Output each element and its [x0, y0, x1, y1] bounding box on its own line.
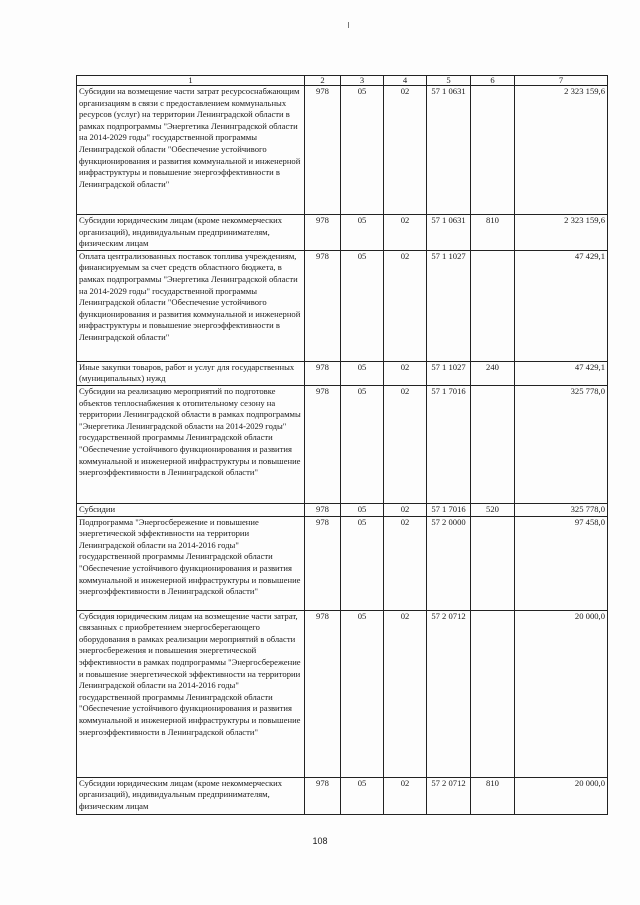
row-ministry-code: 978	[305, 777, 341, 814]
row-ministry-code: 978	[305, 215, 341, 251]
table-row	[77, 503, 608, 516]
row-expense-type	[471, 516, 515, 610]
budget-table	[76, 75, 608, 815]
row-section-code: 05	[341, 86, 384, 215]
row-amount: 325 778,0	[515, 503, 608, 516]
header-col-1: 1	[77, 76, 305, 86]
row-description: Иные закупки товаров, работ и услуг для государственных (муниципальных) нужд	[77, 361, 305, 385]
row-subsection-code: 02	[384, 361, 427, 385]
row-section-code: 05	[341, 385, 384, 503]
row-subsection-code: 02	[384, 516, 427, 610]
table-row	[77, 516, 608, 610]
row-ministry-code: 978	[305, 385, 341, 503]
row-subsection-code: 02	[384, 385, 427, 503]
row-target-code: 57 2 0712	[427, 610, 471, 777]
row-amount: 2 323 159,6	[515, 215, 608, 251]
header-col-2: 2	[305, 76, 341, 86]
row-description: Оплата централизованных поставок топлива учреждениям, финансируемым за счет средств областного бюджета, в рамках подпрограммы "Энергетика Ленинградской области на 2014-2029 годы" государственной программы Ленинградской области "Обеспечение устойчивого функционирования и развития коммунальной и инженерной инфраструктуры и повышение энергоэффективности в Ленинградской области"	[77, 250, 305, 361]
row-section-code: 05	[341, 361, 384, 385]
row-amount: 47 429,1	[515, 361, 608, 385]
row-description: Субсидия юридическим лицам на возмещение части затрат, связанных с приобретением энергосберегающего оборудования в рамках реализации мероприятий в области энергосбережения и повышения энергетической эффективности в рамках подпрограммы "Энергосбережение и повышение энергетической эффективности на территории Ленинградской области на 2014-2016 годы" государственной программы Ленинградской области "Обеспечение устойчивого функционирования и развития коммунальной и инженерной инфраструктуры и повышение энергоэффективности в Ленинградской области"	[77, 610, 305, 777]
row-section-code: 05	[341, 215, 384, 251]
row-subsection-code: 02	[384, 86, 427, 215]
row-ministry-code: 978	[305, 250, 341, 361]
row-target-code: 57 1 1027	[427, 361, 471, 385]
row-ministry-code: 978	[305, 516, 341, 610]
row-target-code: 57 2 0712	[427, 777, 471, 814]
table-row	[77, 777, 608, 814]
row-target-code: 57 2 0000	[427, 516, 471, 610]
header-col-6: 6	[471, 76, 515, 86]
row-section-code: 05	[341, 777, 384, 814]
row-description: Субсидии на возмещение части затрат ресурсоснабжающим организациям в связи с предоставлением коммунальных ресурсов (услуг) на территории Ленинградской области в рамках подпрограммы "Энергетика Ленинградской области на 2014-2029 годы" государственной программы Ленинградской области "Обеспечение устойчивого функционирования и развития коммунальной и инженерной инфраструктуры и повышение энергоэффективности в Ленинградской области"	[77, 86, 305, 215]
row-target-code: 57 1 0631	[427, 215, 471, 251]
row-target-code: 57 1 1027	[427, 250, 471, 361]
row-description: Субсидии юридическим лицам (кроме некоммерческих организаций), индивидуальным предпринимателям, физическим лицам	[77, 777, 305, 814]
row-amount: 97 458,0	[515, 516, 608, 610]
row-amount: 47 429,1	[515, 250, 608, 361]
row-expense-type: 520	[471, 503, 515, 516]
table-row	[77, 610, 608, 777]
header-row	[77, 76, 608, 86]
row-description: Подпрограмма "Энергосбережение и повышение энергетической эффективности на территории Ленинградской области на 2014-2016 годы" государственной программы Ленинградской области "Обеспечение устойчивого функционирования и развития коммунальной и инженерной инфраструктуры и повышение энергоэффективности в Ленинградской области"	[77, 516, 305, 610]
scan-mark	[348, 22, 349, 28]
row-ministry-code: 978	[305, 361, 341, 385]
row-description: Субсидии на реализацию мероприятий по подготовке объектов теплоснабжения к отопительному сезону на территории Ленинградской области в рамках подпрограммы "Энергетика Ленинградской области на 2014-2029 годы" государственной программы Ленинградской области "Обеспечение устойчивого функционирования и развития коммунальной и инженерной инфраструктуры и повышение энергоэффективности в Ленинградской области"	[77, 385, 305, 503]
row-expense-type	[471, 385, 515, 503]
row-expense-type: 810	[471, 215, 515, 251]
page-number: 108	[312, 836, 328, 846]
row-expense-type	[471, 86, 515, 215]
row-section-code: 05	[341, 610, 384, 777]
row-subsection-code: 02	[384, 503, 427, 516]
row-description: Субсидии юридическим лицам (кроме некоммерческих организаций), индивидуальным предпринимателям, физическим лицам	[77, 215, 305, 251]
row-ministry-code: 978	[305, 610, 341, 777]
row-section-code: 05	[341, 250, 384, 361]
header-col-3: 3	[341, 76, 384, 86]
row-target-code: 57 1 7016	[427, 385, 471, 503]
row-subsection-code: 02	[384, 777, 427, 814]
row-amount: 20 000,0	[515, 610, 608, 777]
table-row	[77, 250, 608, 361]
row-section-code: 05	[341, 503, 384, 516]
row-expense-type	[471, 610, 515, 777]
row-amount: 2 323 159,6	[515, 86, 608, 215]
row-description: Субсидии	[77, 503, 305, 516]
row-expense-type: 240	[471, 361, 515, 385]
header-col-5: 5	[427, 76, 471, 86]
row-target-code: 57 1 7016	[427, 503, 471, 516]
row-section-code: 05	[341, 516, 384, 610]
table-row	[77, 86, 608, 215]
table-row	[77, 385, 608, 503]
row-subsection-code: 02	[384, 215, 427, 251]
header-col-4: 4	[384, 76, 427, 86]
row-subsection-code: 02	[384, 250, 427, 361]
table-row	[77, 361, 608, 385]
row-subsection-code: 02	[384, 610, 427, 777]
row-amount: 325 778,0	[515, 385, 608, 503]
row-target-code: 57 1 0631	[427, 86, 471, 215]
row-ministry-code: 978	[305, 86, 341, 215]
row-ministry-code: 978	[305, 503, 341, 516]
row-expense-type: 810	[471, 777, 515, 814]
table-row	[77, 215, 608, 251]
row-amount: 20 000,0	[515, 777, 608, 814]
row-expense-type	[471, 250, 515, 361]
header-col-7: 7	[515, 76, 608, 86]
